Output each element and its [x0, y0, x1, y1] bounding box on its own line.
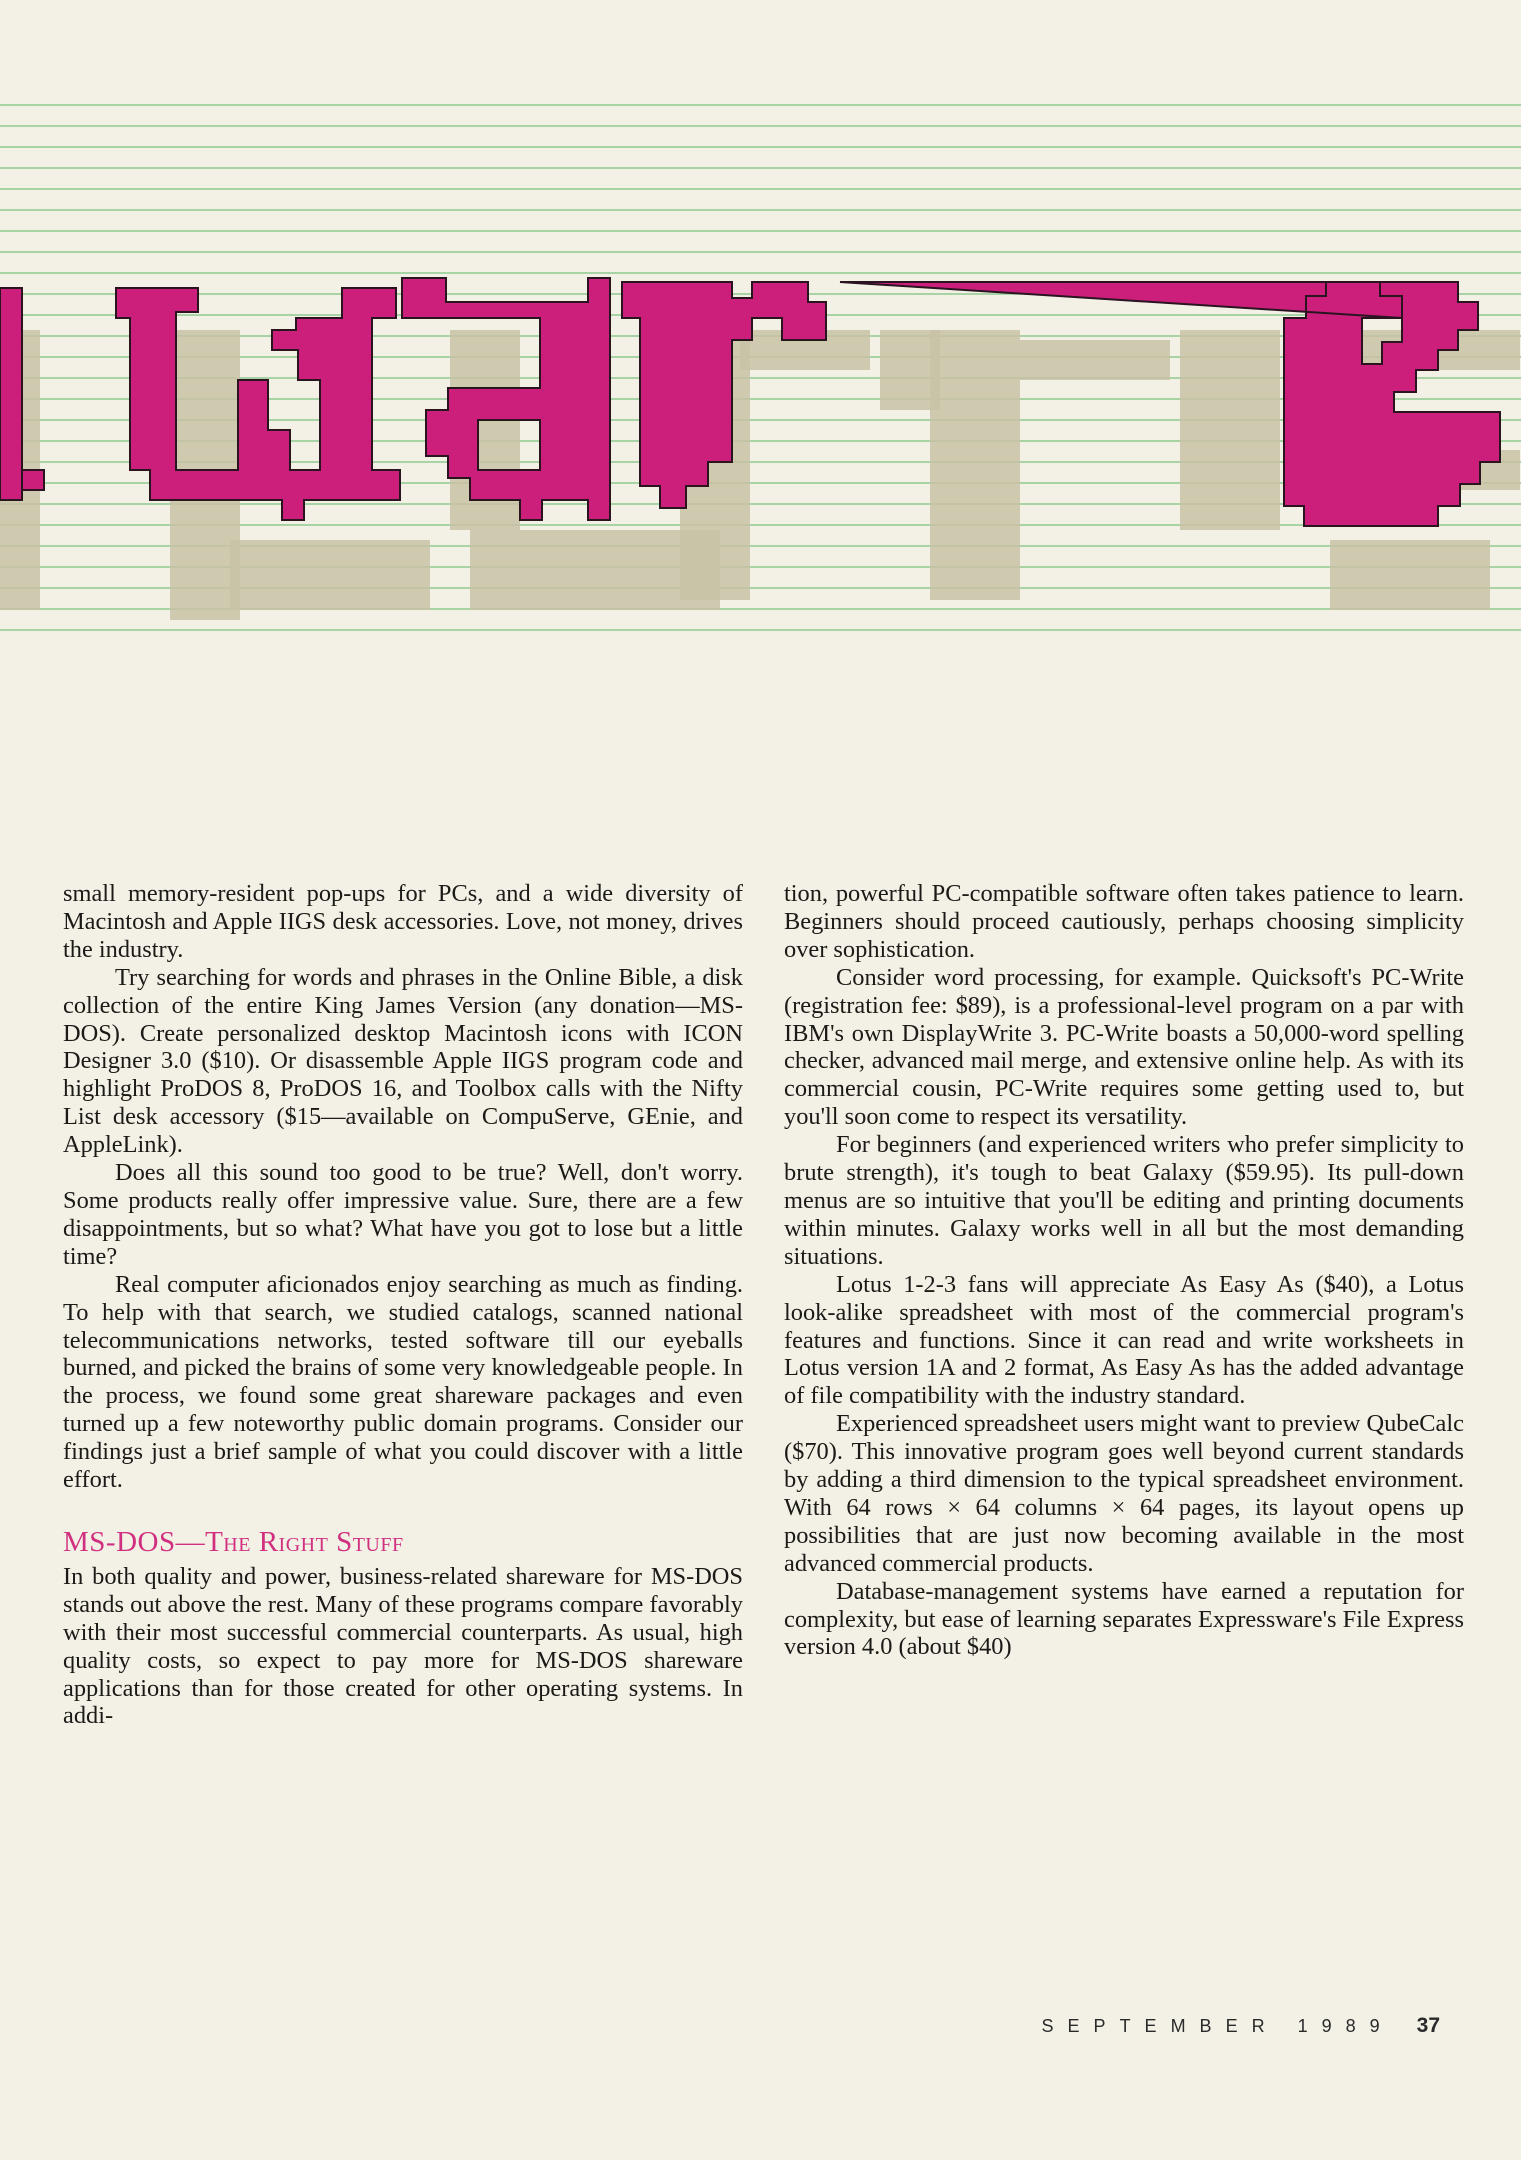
section-heading — [63, 1525, 743, 1559]
shadow-block — [1330, 540, 1490, 610]
paragraph: Database-management systems have earned a reputation for complexity, but ease of learning separates Expressware's File Express version 4.0 (about $40) — [784, 1577, 1464, 1661]
title-banner-graphic — [0, 0, 1521, 660]
article-column-right — [784, 880, 1464, 1661]
issue-date: SEPTEMBER 1989 — [1041, 2016, 1394, 2036]
paragraph: In both quality and power, business-related shareware for MS-DOS stands out above the rest. Many of these programs compare favorably with their most successful commercial counterparts. As usual, high quality costs, so expect to pay more for MS-DOS shareware applications than for those created for other operating systems. In addi- — [63, 1562, 743, 1730]
shadow-block — [1020, 340, 1170, 380]
paragraph: tion, powerful PC-compatible software often takes patience to learn. Beginners should proceed cautiously, perhaps choosing simplicity over sophistication. — [784, 880, 1464, 963]
page-footer — [1042, 2014, 1440, 2038]
paragraph: Does all this sound too good to be true? Well, don't worry. Some products really offer impressive value. Sure, there are a few disappointments, but so what? What have you got to lose but a little time? — [63, 1159, 743, 1270]
section-heading-text: MS-DOS—The Right Stuff — [63, 1525, 404, 1558]
paragraph: small memory-resident pop-ups for PCs, and a wide diversity of Macintosh and Apple IIGS desk accessories. Love, not money, drives the industry. — [63, 880, 743, 963]
paragraph: Lotus 1-2-3 fans will appreciate As Easy As ($40), a Lotus look-alike spreadsheet with most of the commercial program's features and functions. Since it can read and write worksheets in Lotus version 1A and 2 format, As Easy As has the added advantage of file compatibility with the industry standard. — [784, 1270, 1464, 1410]
paragraph: Consider word processing, for example. Quicksoft's PC-Write (registration fee: $89), is a professional-level program on a par with IBM's own DisplayWrite 3. PC-Write boasts a 50,000-word spelling checker, advanced mail merge, and extensive online help. As with its commercial cousin, PC-Write requires some getting used to, but you'll soon come to respect its versatility. — [784, 963, 1464, 1131]
shadow-block — [930, 330, 1020, 600]
page-number: 37 — [1416, 2014, 1440, 2037]
shadow-block — [230, 540, 430, 610]
article-column-left — [63, 880, 743, 1730]
paragraph: Try searching for words and phrases in the Online Bible, a disk collection of the entire King James Version (any donation—MS-DOS). Create personalized desktop Macintosh icons with ICON Designer 3.0 ($10). Or disassemble Apple IIGS program code and highlight ProDOS 8, ProDOS 16, and Toolbox calls with the Nifty List desk accessory ($15—available on CompuServe, GEnie, and AppleLink). — [63, 963, 743, 1159]
shadow-block — [1180, 330, 1280, 530]
paragraph: Experienced spreadsheet users might want to preview QubeCalc ($70). This innovative program goes well beyond current standards by adding a third dimension to the typical spreadsheet environment. With 64 rows × 64 columns × 64 pages, its layout opens up possibilities that are just now becoming available in the most advanced commercial products. — [784, 1410, 1464, 1577]
title-banner — [0, 0, 1521, 660]
paragraph: Real computer aficionados enjoy searching as much as finding. To help with that search, we studied catalogs, scanned national telecommunications networks, tested software till our eyeballs burned, and picked the brains of some very knowledgeable people. In the process, we found some great shareware packages and even turned up a few noteworthy public domain programs. Consider our findings just a brief sample of what you could discover with a little effort. — [63, 1270, 743, 1494]
letter-w — [116, 288, 400, 520]
paragraph: For beginners (and experienced writers who prefer simplicity to brute strength), it's tough to beat Galaxy ($59.95). Its pull-down menus are so intuitive that you'll be editing and printing documents within minutes. Galaxy works well in all but the most demanding situations. — [784, 1131, 1464, 1270]
